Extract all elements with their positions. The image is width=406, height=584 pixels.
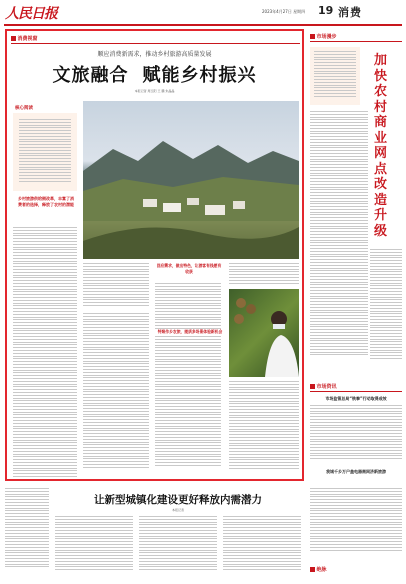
tag-square-icon [310, 384, 315, 389]
core-reading-label: 核心阅读 [15, 106, 33, 111]
masthead [0, 0, 406, 27]
brief-2-title: 我城千乡万户盖电器商网济新旅游 [326, 469, 386, 474]
kiwi-fruit [246, 304, 256, 314]
landscape-illustration [83, 101, 299, 259]
house [163, 203, 181, 212]
terraced-field [83, 227, 299, 259]
fruit-picking-photo [229, 289, 299, 377]
core-reading-text [19, 119, 71, 187]
pull-quote-3: 特聚作乡农旅，提质多场景体验新机会 [155, 329, 225, 335]
tag-square-icon [310, 567, 315, 572]
right-column-tag: 市场漫步 [310, 33, 337, 40]
house [187, 198, 199, 205]
main-column-tag: 消费视窗 [11, 35, 38, 42]
right-tag-rule [310, 41, 402, 42]
right-column [310, 29, 402, 481]
tag-square-icon [11, 36, 16, 41]
commentary-summary-text [314, 51, 356, 101]
tag-square-icon [310, 34, 315, 39]
bottom-text-col-3 [223, 516, 301, 576]
page-section: 消费 [338, 6, 362, 19]
bottom-byline: 本报记者 [171, 508, 184, 512]
commentary-text [310, 111, 368, 373]
kiwi-fruit [236, 298, 246, 308]
bottom-headline: 让新型城镇化建设更好释放内需潜力 [94, 494, 262, 506]
commentary-title: 加快农村商业网点改造升级 [374, 53, 388, 239]
bottom-text-col-4 [310, 488, 402, 558]
brief-column-tag: 市场资讯 [310, 383, 337, 390]
article-headline: 文旅融合 赋能乡村振兴 [52, 65, 257, 86]
face-mask [273, 324, 285, 329]
bottom-text-col-1 [55, 516, 133, 576]
main-text-col-4 [155, 283, 221, 479]
village-landscape-photo [83, 101, 299, 259]
house [205, 205, 225, 215]
main-text-col-1 [13, 227, 77, 479]
fruit-picker-illustration [229, 289, 299, 377]
article-byline: 本报记者 周玉阳 王 鹏 朱晶晶 [134, 89, 175, 93]
pull-quote-1: 乡村旅游供给侧改革，丰富了消费者的选择，释放了农村的潜能 [18, 196, 74, 207]
masthead-rule [4, 24, 402, 26]
date-line: 2023年4月27日 星期四 [262, 9, 306, 14]
masthead-logo: 人民日报 [5, 6, 57, 22]
main-text-col-3 [83, 313, 149, 479]
bottom-article [5, 486, 402, 581]
house [233, 201, 245, 209]
main-text-col-5 [229, 263, 299, 287]
page-number: 19 [318, 4, 334, 17]
brief-1-title: 市场监管总局“铁拳”行动取得成效 [325, 396, 387, 401]
tag-rule [11, 43, 300, 44]
article-kicker: 顺应消费新需求，推动乡村旅游高质量发展 [97, 51, 212, 58]
house [143, 199, 157, 207]
bottom-left-text [5, 488, 49, 576]
person-body [265, 335, 299, 377]
main-text-col-6 [229, 381, 299, 479]
pull-quote-2: 回应需求，做出特色，让游客有钱愿有收获 [156, 263, 222, 274]
main-text-col-2 [83, 263, 149, 311]
main-article [5, 29, 304, 481]
brief-tag-rule [310, 391, 402, 392]
kiwi-fruit [234, 314, 244, 324]
brief-1-text [310, 405, 402, 465]
bottom-text-col-2 [139, 516, 217, 576]
commentary-text-lower [370, 249, 402, 373]
footer-column-tag: 绝脉 [310, 566, 327, 573]
